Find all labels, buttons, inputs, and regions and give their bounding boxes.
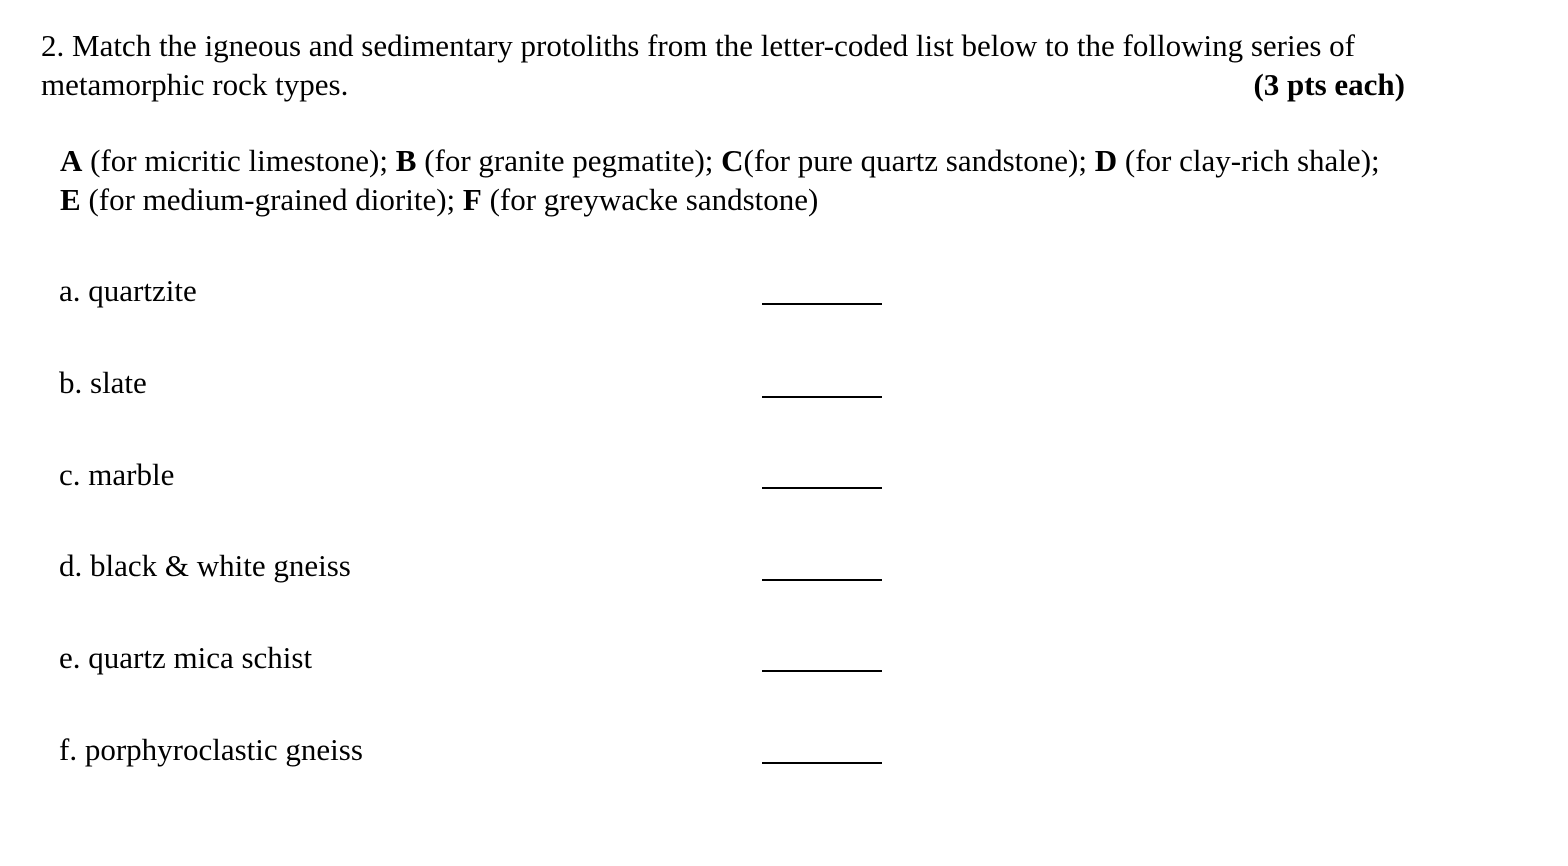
rock-type-item-d: d. black & white gneiss xyxy=(59,548,351,583)
legend-letter-d: D xyxy=(1094,143,1118,178)
legend-text-a: (for micritic limestone); xyxy=(82,143,396,178)
legend-letter-f: F xyxy=(462,182,482,217)
legend-text-c: (for pure quartz sandstone); xyxy=(743,143,1095,178)
protolith-legend-line-2 xyxy=(60,181,818,219)
question-text-line-2: metamorphic rock types. xyxy=(41,67,349,102)
rock-type-item-e: e. quartz mica schist xyxy=(59,640,313,675)
answer-blank-d[interactable] xyxy=(762,579,882,581)
legend-text-e: (for medium-grained diorite); xyxy=(80,182,463,217)
legend-text-d: (for clay-rich shale); xyxy=(1117,143,1380,178)
rock-type-item-f: f. porphyroclastic gneiss xyxy=(59,732,363,767)
legend-letter-a: A xyxy=(60,143,83,178)
rock-type-item-c: c. marble xyxy=(59,457,175,492)
rock-type-item-b: b. slate xyxy=(59,365,147,400)
answer-blank-a[interactable] xyxy=(762,303,882,305)
rock-type-item-a: a. quartzite xyxy=(59,273,197,308)
question-text-line-1: 2. Match the igneous and sedimentary protoliths from the letter-coded list below to the following series of xyxy=(41,28,1355,63)
answer-blank-f[interactable] xyxy=(762,762,882,764)
answer-blank-c[interactable] xyxy=(762,487,882,489)
legend-letter-e: E xyxy=(60,182,81,217)
protolith-legend-line-1 xyxy=(60,142,1380,180)
legend-letter-c: C xyxy=(721,143,744,178)
legend-text-f: (for greywacke sandstone) xyxy=(481,182,819,217)
legend-text-b: (for granite pegmatite); xyxy=(416,143,722,178)
points-label: (3 pts each) xyxy=(1253,67,1405,102)
legend-letter-b: B xyxy=(395,143,417,178)
answer-blank-e[interactable] xyxy=(762,670,882,672)
answer-blank-b[interactable] xyxy=(762,396,882,398)
